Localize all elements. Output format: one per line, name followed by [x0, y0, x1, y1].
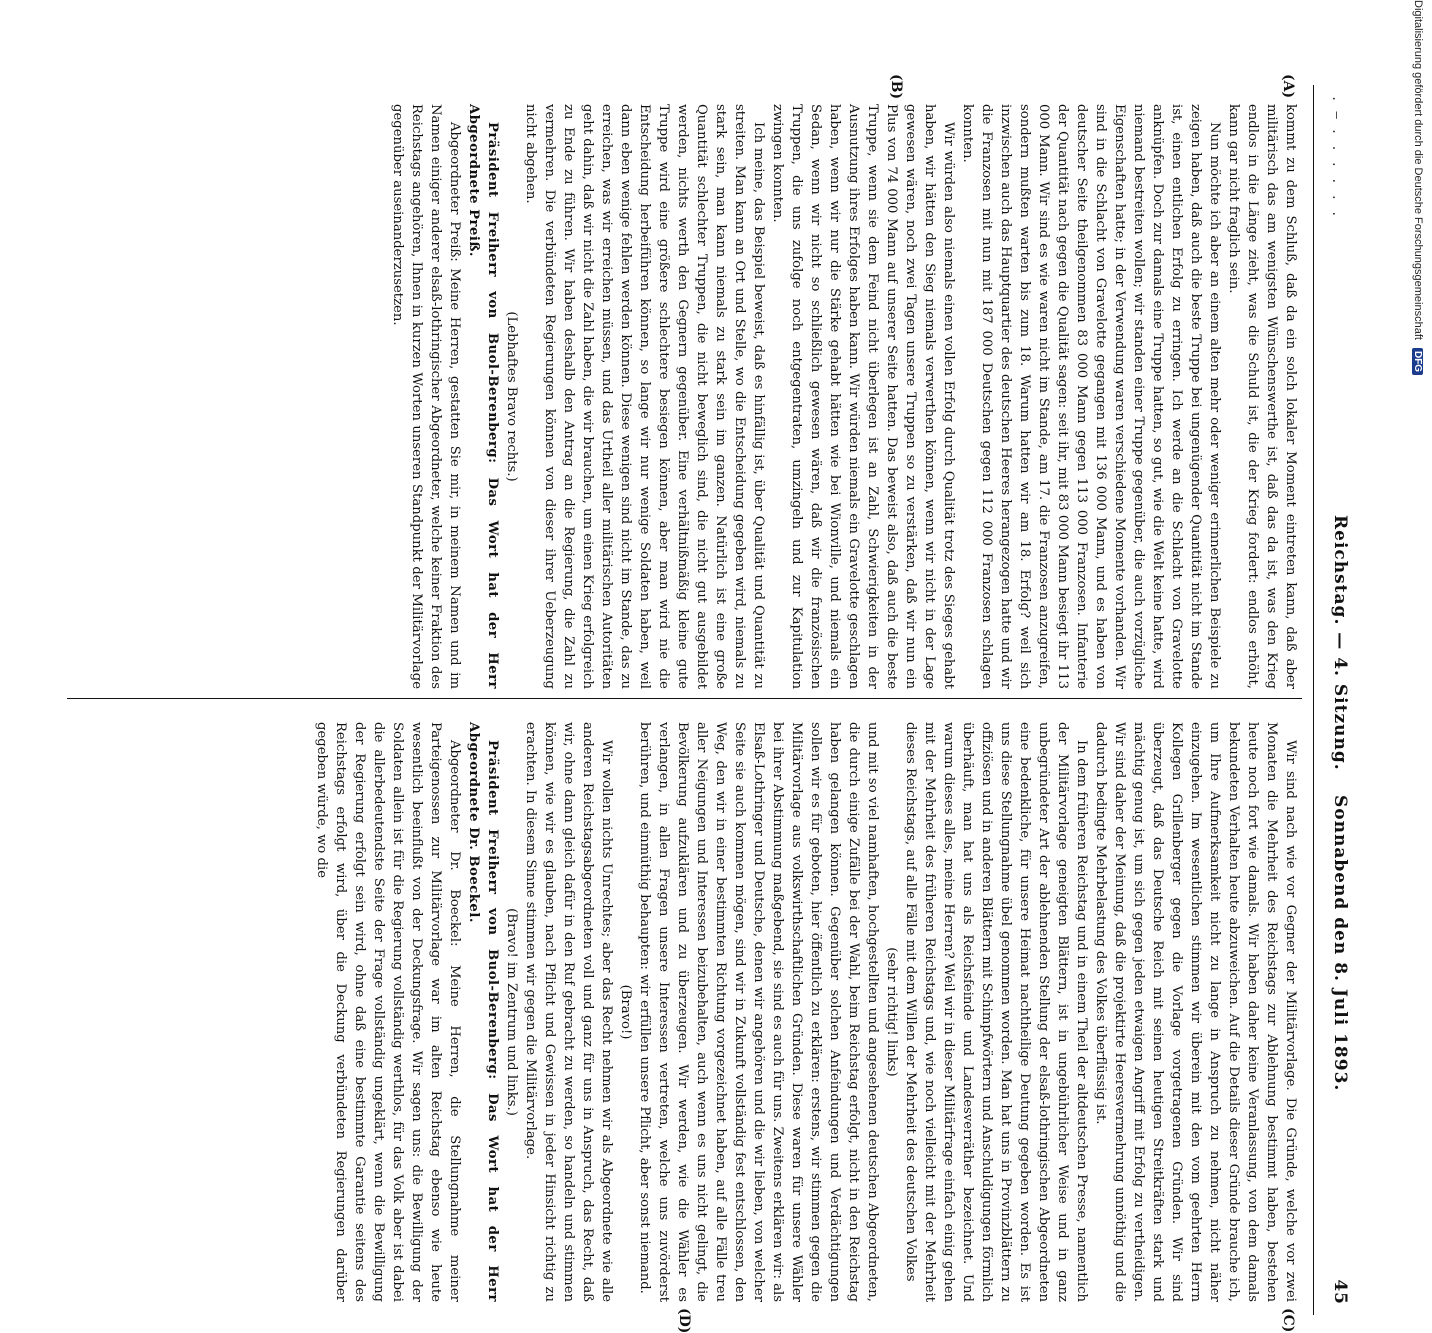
dfg-logo-icon: DFG [1413, 348, 1424, 375]
right-president-remark: Präsident Freiherr von Buol-Berenberg: Das Wort hat der Herr Abgeordnete Dr. Boeckel. [466, 722, 500, 1302]
dfg-credit-text: Digitalisierung gefördert durch die Deutsche Forschungsgemeinschaft [1412, 0, 1424, 340]
left-president-remark: Präsident Freiherr von Buol-Berenberg: Das Wort hat der Herr Abgeordnete Preiß. [466, 104, 500, 689]
left-paragraph-4: Ich meine, das Beispiel beweist, daß es hinfällig ist, über Qualität und Quantität zu streiten. Man kann an Ort und Stelle, wo die Entscheidung gegeben wird, niemals zu stark sein, man kann niemals zu stark sein im ganzen. Natürlich ist eine große Quantität schlechter Truppen, die nicht beweglich sind, die nicht gut ausgebildet werden, nichts werth den Gegnern gegenüber. Eine verhältnißmäßig kleine gute Truppe wird eine größere schlechtere besiegen können, aber man wird nie die Entscheidung herbeiführen können, so lange wir nur wenige Soldaten haben, weil dann eben wenige fehlen werden können. Diese wenigen sind nicht im Stande, das zu erreichen, was wir erreichen müssen, und das Urtheil aller militärischen Autoritäten geht dahin, daß wir nicht die Zahl haben, die wir brauchen, um einen Krieg erfolgreich zu Ende zu führen. Wir haben deshalb den Antrag an die Regierung, die Zahl zu vermehren. Die verbündeten Regierungen können von dieser ihrer Ueberzeugung nicht abgehen. [523, 104, 766, 689]
right-speaker-boeckel: Abgeordneter Dr. Boeckel: Meine Herren, die Stellungnahme meiner Parteigenossen zur Militärvorlage war im alten Reichstag ebenso wie heute wesentlich beeinflußt von der Deckungsfrage. Wir sagen uns: die Bewilligung der Soldaten allein ist für die Regierung vollständig werthlos, für das Volk aber ist dabei die allerbedeutendste Seite der Frage vollständig ungeklärt, wenn die Bewilligung der Regierung erfolgt sein wird, ohne daß eine bestimmte Garantie seitens des Reichstags erfolgt wird, über die Deckung verbündeten Regierungen darüber gegeben würde, wo die [314, 722, 462, 1302]
page-header [1314, 95, 1354, 1305]
margin-marker-c: (C) [1280, 1308, 1296, 1333]
header-left-marks: . — . . . . . . [1330, 95, 1344, 219]
right-paragraph-4: Wir wollen nichts Unrechtes; aber das Recht nehmen wir als Abgeordnete wie alle anderen Reichstagsabgeordneten voll und ganz für uns in Anspruch, das Recht, daß wir, ohne dann gleich dafür in den Ruf gebracht zu werden, so handeln und stimmen können, wie wir es glauben, nach Pflicht und Gewissen in jeder Hinsicht richtig zu erachten. In diesem Sinne stimmen wir gegen die Militärvorlage. [523, 722, 614, 1302]
left-paragraph-1: kommt zu dem Schluß, daß da ein solch lokaler Moment eintreten kann, daß aber militärisch das am wenigsten Wünschenswerthe ist, daß das da ist, was den Krieg endlos in die Länge zieht, was die Schuld ist, die der Krieg fordert: endlos erhöht, kann gar nicht fraglich sein. [1226, 104, 1298, 689]
right-interjection-3: (Bravo! im Zentrum und links.) [504, 908, 519, 1116]
right-interjection-1: (sehr richtig! links) [884, 947, 899, 1077]
right-column [312, 722, 1300, 1302]
header-date: Sonnabend den 8. Juli 1893. [1330, 795, 1350, 1092]
margin-marker-a: (A) [1280, 74, 1296, 99]
left-paragraph-3: Wir würden also niemals einen vollen Erfolg durch Qualität trotz des Sieges gehabt haben, wir hätten den Sieg niemals verwerthen können, wenn wir nicht in der Lage gewesen wären, noch zwei Tagen unsere Truppen so zu verstärken, daß wir nun ein Plus von 74 000 Mann auf unserer Seite hatten. Das beweist also, daß auch die beste Truppe, wenn sie dem Feind nicht überlegen ist an Zahl, Schwierigkeiten in der Ausnutzung ihres Erfolges haben kann. Wir würden niemals ein Gravelotte geschlagen haben, wenn wir nur die Stärke gehabt hätten wie bei Wionville, und niemals ein Sedan, wenn wir nicht so schließlich gewesen wären, daß wir die französischen Truppen, die uns zufolge noch entgegentraten, umzingeln und zur Kapitulation zwingen konnten. [770, 104, 956, 689]
margin-marker-b: (B) [888, 74, 904, 100]
digitization-sidebar [1404, 0, 1432, 1000]
column-divider [67, 698, 1302, 699]
header-rule [1313, 85, 1314, 1315]
right-interjection-2: (Bravo!) [618, 984, 633, 1040]
left-interjection-1: (Lebhaftes Bravo rechts.) [504, 311, 519, 482]
left-paragraph-2: Nun möchte ich aber an einem alten mehr oder weniger erinnerlichen Beispiele zu zeigen haben, daß auch die beste Truppe bei ungenügender Quantität nicht im Stande ist, einen entlichen Erfolg zu erringen. Ich werde an die Schlacht von Gravelotte anknüpfen. Doch zur damals eine Truppe hatten, so gut, wie die Welt keine hatte, wird niemand bestreiten wollen; wir standen einer Truppe gegenüber, die auch vorzügliche Eigenschaften hatte; in der Verwendung waren verschiedene Momente vorhanden. Wir sind in die Schlacht von Gravelotte gegangen mit 136 000 Mann, und es haben von deutscher Seite theilgenommen 83 000 Mann gegen 113 000 Franzosen. Infanterie der Quantität nach gegen die Qualität sagen: seit ihr, mit 83 000 Mann besiegt ihr 113 000 Mann. Wir sind es wie waren nicht im Stande, am 17. die Franzosen anzugreifen, sondern mußten warten bis zum 18. Warum hatten wir am 18. Erfolg? weil sich inzwischen auch das Hauptquartier des deutschen Heeres herangezogen hatte und wir die Franzosen mit nun mit 187 000 Deutschen gegen 112 000 Franzosen schlagen konnten. [960, 104, 1222, 689]
margin-marker-d: (D) [676, 1308, 692, 1333]
left-speaker-preiss: Abgeordneter Preiß: Meine Herren, gestatten Sie mir, in meinem Namen und im Namen einiger anderer elsaß-lothringischer Abgeordneter, welche keiner Fraktion des Reichstags angehören, Ihnen in kurzen Worten unseren Standpunkt der Militärvorlage gegenüber auseinanderzusetzen. [390, 104, 462, 689]
right-paragraph-3: und mit so viel namhaften, hochgestellten und angesehenen deutschen Abgeordneten, die durch einige Zufälle bei der Wahl, beim Reichstag erfolgt, nicht in den Reichstag haben gelangen können. Gegenüber solchen Anfeindungen und Verdächtigungen sollen wir es für geboten, hier öffentlich zu erklären: erstens, wir stimmen gegen die Militärvorlage aus volkswirthschaftlichen Gründen. Diese waren für unsere Wähler bei ihrer Abstimmung maßgebend, sie sind es auch für uns. Zweitens erklären wir: als Elsaß-Lothringer und Deutsche, denen wir angehören und die wir lieben, von welcher Seite sie auch kommen mögen, sind wir in Zukunft vollständig fest entschlossen, den Weg, den wir in einer bestimmten Richtung vorgezeichnet haben, auf alle Fälle treu aller Neigungen und Interessen beizubehalten, auch wenn es uns nicht gelingt, die Bevölkerung aufzuklären und zu überzeugen. Wir werden, wie die Wähler es verlangen, in allen Fragen unsere Interessen vertreten, welche uns zuvörderst berühren, und einmüthig behaupten: wir erfüllen unsere Pflicht, aber sonst niemand. [637, 722, 880, 1302]
header-title: Reichstag. — 4. Sitzung. [1330, 515, 1350, 771]
left-column [388, 104, 1300, 689]
right-paragraph-1: Wir sind nach wie vor Gegner der Militärvorlage. Die Gründe, welche vor zwei Monaten die Mehrheit des Reichstags zur Ablehnung bestimmt haben, bestehen heute noch fort wie damals. Wir haben daher keine Veranlassung, von dem damals bekundeten Verhalten heute abzuweichen. Auf die Details dieser Gründe brauche ich, um Ihre Aufmerksamkeit nicht zu lange in Anspruch zu nehmen, nicht näher einzugehen. Im wesentlichen stimmen wir überein mit den vom geehrten Herrn Kollegen Grillenberger gegen die Vorlage vorgetragenen Gründen. Wir sind überzeugt, daß das Deutsche Reich mit seinen heutigen Streitkräften stark und mächtig genug ist, um sich gegen jeden etwaigen Angriff mit Erfolg zu vertheidigen. Wir sind daher der Meinung, daß die projektirte Heeresvermehrung unnöthig und die dadurch bedingte Mehrbelastung des Volkes überflüssig ist. [1093, 722, 1298, 1302]
page-number: 45 [1330, 1279, 1350, 1305]
right-paragraph-2: In dem früheren Reichstag und in einem Theil der altdeutschen Presse, namentlich der Militärvorlage geneigten Blättern, ist in ungebührlicher Weise und in ganz unbegründeter Art der ablehnenden Stellung der elsaß-lothringischen Abgeordneten eine bedenkliche, für unsere Heimat nachtheilige Deutung gegeben worden. Es ist uns diese Stellungnahme übel genommen worden. Man hat uns in Provinzblättern zu offiziösen und in anderen Blättern mit Schimpfwörtern und Anschuldigungen förmlich überhäuft, man hat uns als Reichsfeinde und Landesverräther bezeichnet. Und warum dieses alles, meine Herren? Weil wir in dieser Militärfrage einfach einig gehen mit der Mehrheit des früheren Reichstags und, wie noch vielleicht mit der Mehrheit dieses Reichstags, auf alle Fälle mit dem Willen der Mehrheit des deutschen Volkes [903, 722, 1089, 1302]
